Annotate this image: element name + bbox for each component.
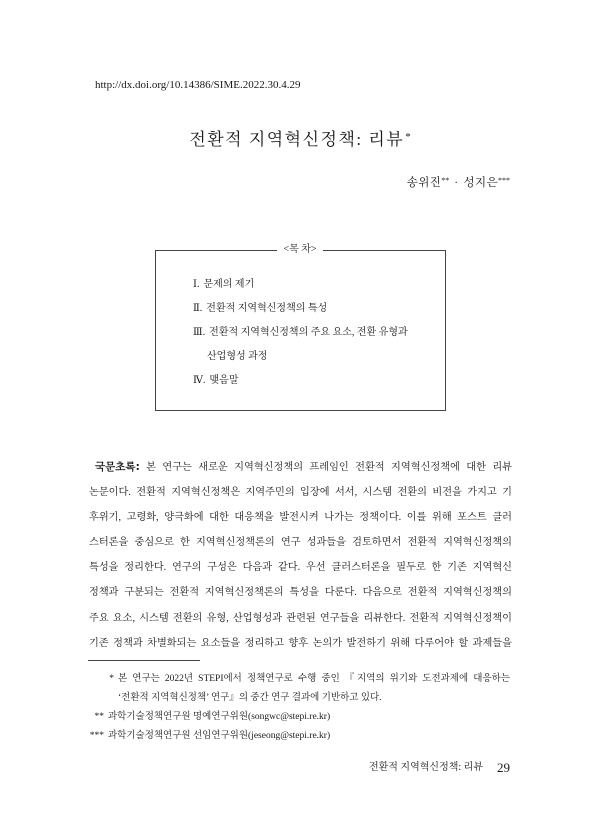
toc-item-label: 전환적 지역혁신정책의 특성 bbox=[206, 303, 328, 314]
footnote-1-line-1: 본 연구는 2022년 STEPI에서 정책연구로 수행 중인 『지역의 위기와 도전과제에 대응하는 bbox=[118, 674, 510, 684]
footnote-1-line-2: ‘전환적 지역혁신정책’ 연구』의 중간 연구 결과에 기반하고 있다. bbox=[118, 693, 382, 703]
author-2-footnote-marker: *** bbox=[498, 176, 510, 185]
korean-abstract bbox=[89, 455, 512, 656]
abstract-line-8: 기존 정책과 차별화되는 요소들을 정리하고 향후 논의가 발전하기 위해 다루어야 할 과제들을 bbox=[89, 637, 512, 649]
toc-heading bbox=[0, 243, 600, 257]
abstract-label: 국문초록: bbox=[95, 461, 140, 473]
toc-item-2 bbox=[193, 297, 408, 321]
footnote-3-text: 과학기술정책연구원 선임연구위원(jeseong@stepi.re.kr) bbox=[108, 731, 331, 741]
abstract-text: 본 연구는 새로운 지역혁신정책의 프레임인 전환적 지역혁신정책에 대한 리뷰 bbox=[146, 462, 512, 473]
abstract-line-2: 논문이다. 전환적 지역혁신정책은 지역주민의 입장에 서서, 시스템 전환의 비전을 가지고 기 bbox=[89, 487, 512, 499]
toc-item-label: 맺음말 bbox=[209, 375, 239, 386]
paper-title bbox=[0, 128, 600, 154]
footnote-2-text: 과학기술정책연구원 명예연구위원(songwc@stepi.re.kr) bbox=[108, 712, 331, 722]
footnote-3-marker: *** bbox=[89, 731, 104, 741]
abstract-line-6: 정책과 구분되는 전환적 지역혁신정책론의 특성을 다룬다. 다음으로 전환적 지역혁신정책의 bbox=[89, 587, 512, 599]
author-1-footnote-marker: ** bbox=[441, 176, 450, 185]
abstract-line-1 bbox=[95, 455, 512, 480]
title-footnote-marker: * bbox=[405, 131, 411, 143]
toc-item-numeral: Ⅰ. bbox=[193, 279, 200, 290]
footnote-separator bbox=[88, 660, 200, 661]
toc-item-label: 전환적 지역혁신정책의 주요 요소, 전환 유형과 bbox=[209, 327, 408, 338]
abstract-line-3: 후위기, 고령화, 양극화에 대한 대응책을 발전시켜 나가는 정책이다. 이를 위해 포스트 클러 bbox=[89, 512, 512, 524]
toc-list bbox=[193, 273, 408, 393]
toc-item-3 bbox=[193, 321, 408, 345]
author-line bbox=[407, 175, 510, 192]
toc-item-1 bbox=[193, 273, 408, 297]
paper-title-text: 전환적 지역혁신정책: 리뷰 bbox=[189, 130, 405, 149]
footnote-1-marker: * bbox=[109, 674, 114, 684]
toc-item-label: 산업형성 과정 bbox=[207, 351, 268, 362]
abstract-line-7: 주요 요소, 시스템 전환의 유형, 산업형성과 관련된 연구들을 리뷰한다. 전환적 지역혁신정책이 bbox=[89, 612, 512, 624]
toc-heading-text: <목 차> bbox=[277, 244, 322, 255]
abstract-line-5: 특성을 정리한다. 연구의 구성은 다음과 같다. 우선 클러스터론을 필두로 한 기존 지역혁신 bbox=[89, 562, 512, 574]
footnote-2-marker: ** bbox=[94, 712, 104, 722]
toc-item-label: 문제의 제기 bbox=[203, 279, 255, 290]
toc-item-numeral: Ⅱ. bbox=[193, 303, 203, 314]
toc-item-4 bbox=[193, 369, 408, 393]
toc-item-numeral: Ⅲ. bbox=[193, 327, 206, 338]
running-title: 전환적 지역혁신정책: 리뷰 bbox=[368, 762, 483, 773]
doi-link-text: http://dx.doi.org/10.14386/SIME.2022.30.4.29 bbox=[95, 79, 301, 91]
page-number: 29 bbox=[497, 760, 510, 775]
abstract-line-4: 스터론을 중심으로 한 지역혁신정책론의 연구 성과들을 검토하면서 전환적 지역혁신정책의 bbox=[89, 537, 512, 549]
toc-item-numeral: Ⅳ. bbox=[193, 375, 206, 386]
toc-item-3-continuation bbox=[193, 345, 408, 369]
author-name-1: 송위진 bbox=[406, 177, 442, 189]
author-separator: · bbox=[454, 177, 459, 189]
author-name-2: 성지은 bbox=[463, 177, 498, 189]
